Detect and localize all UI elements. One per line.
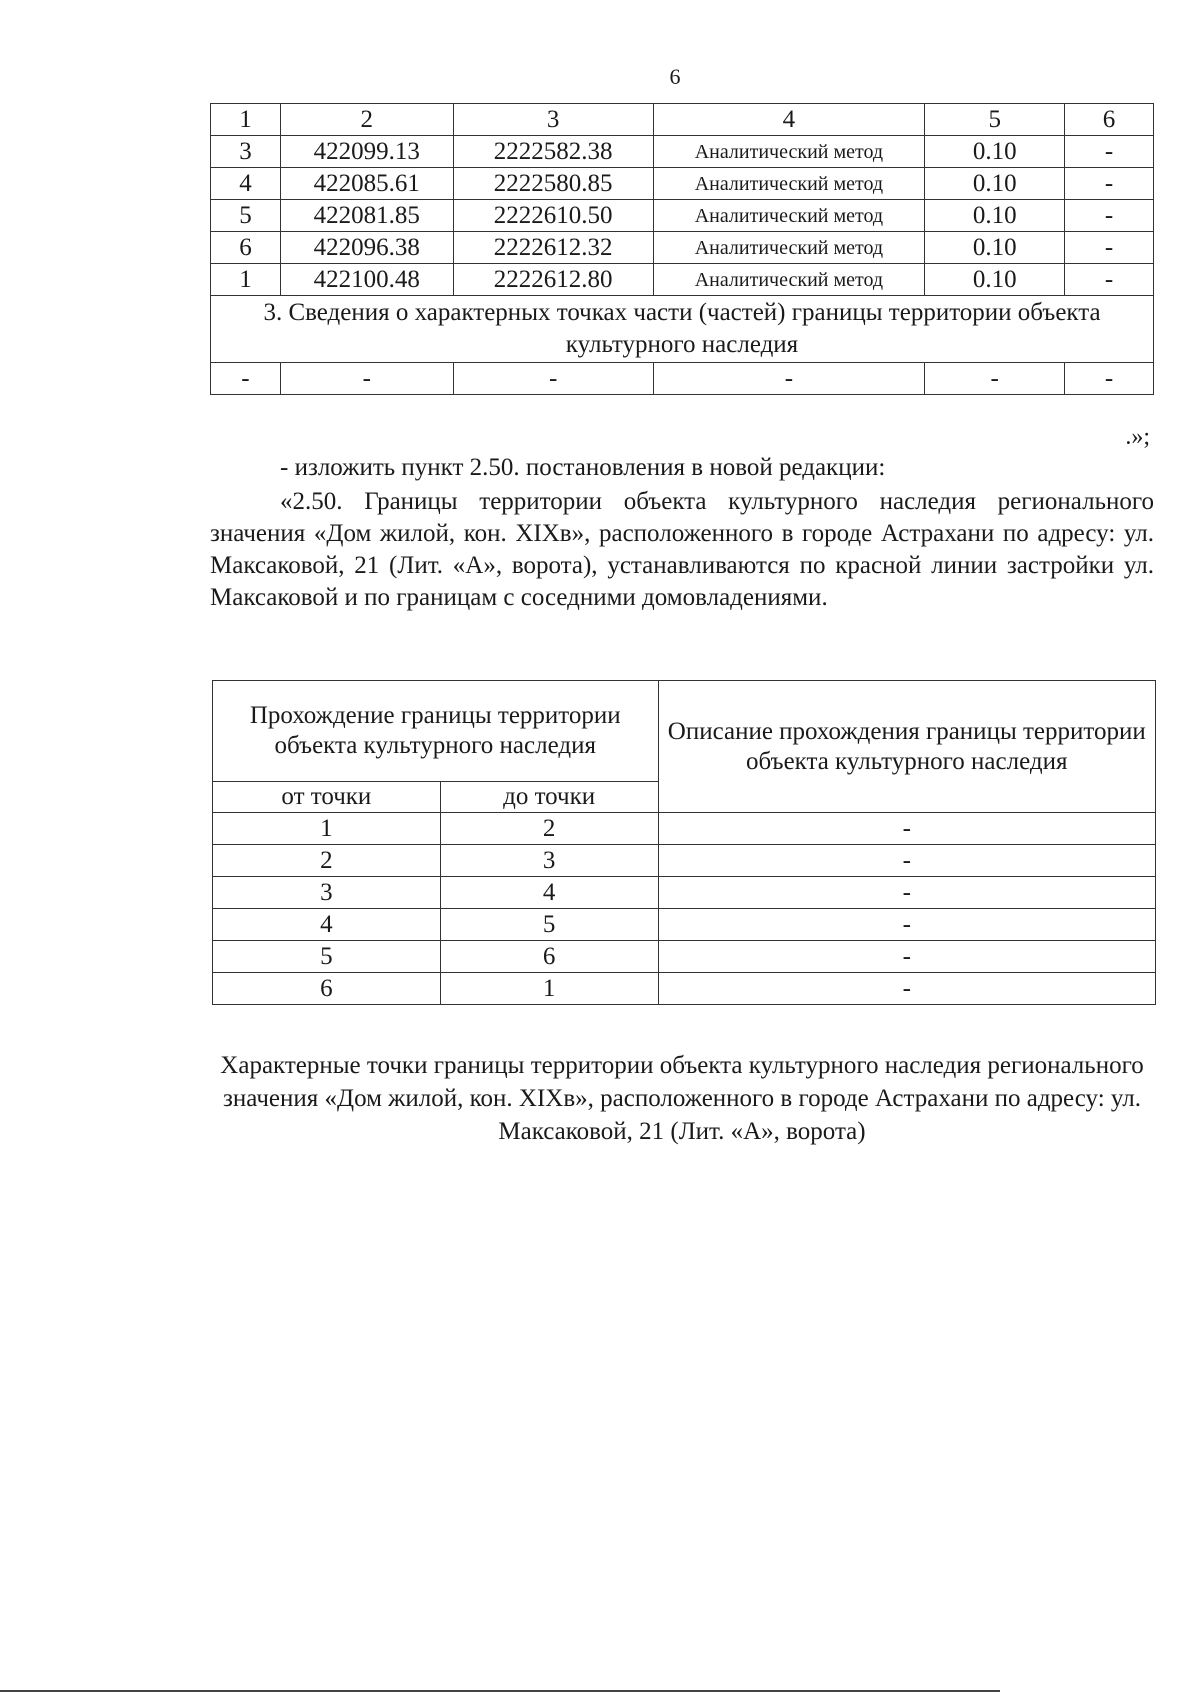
table-row — [211, 168, 1154, 200]
description: - — [658, 973, 1155, 1005]
accuracy: 0.10 — [925, 168, 1065, 200]
method: Аналитический метод — [653, 168, 925, 200]
point-number: 1 — [211, 264, 281, 296]
section-title: 3. Сведения о характерных точках части (частей) границы территории объекта культурного наследия — [211, 296, 1154, 363]
coordinate-y: 2222612.80 — [453, 264, 653, 296]
table-row — [213, 813, 1156, 845]
method: Аналитический метод — [653, 264, 925, 296]
description: - — [658, 941, 1155, 973]
description: - — [658, 845, 1155, 877]
to-point: 5 — [440, 909, 658, 941]
table-header-row — [213, 681, 1156, 782]
note: - — [1065, 200, 1154, 232]
closing-quote: .»; — [1125, 424, 1150, 450]
table-row — [213, 845, 1156, 877]
table-row — [213, 973, 1156, 1005]
from-point: 4 — [213, 909, 441, 941]
table-row — [213, 877, 1156, 909]
to-point: 2 — [440, 813, 658, 845]
description: - — [658, 909, 1155, 941]
empty-cell: - — [211, 363, 281, 395]
table-header-row — [211, 104, 1154, 136]
instruction-text: - изложить пункт 2.50. постановления в новой редакции: — [280, 454, 886, 481]
from-point: 2 — [213, 845, 441, 877]
from-point: 6 — [213, 973, 441, 1005]
note: - — [1065, 168, 1154, 200]
method: Аналитический метод — [653, 200, 925, 232]
from-point: 1 — [213, 813, 441, 845]
empty-cell: - — [925, 363, 1065, 395]
to-point: 3 — [440, 845, 658, 877]
to-point-header: до точки — [440, 782, 658, 813]
note: - — [1065, 136, 1154, 168]
coordinate-x: 422081.85 — [280, 200, 453, 232]
table-row — [211, 363, 1154, 395]
to-point: 1 — [440, 973, 658, 1005]
table-row — [211, 136, 1154, 168]
description-header: Описание прохождения границы территории объекта культурного наследия — [658, 681, 1155, 813]
from-point-header: от точки — [213, 782, 441, 813]
coordinate-x: 422099.13 — [280, 136, 453, 168]
table-row — [211, 200, 1154, 232]
empty-cell: - — [280, 363, 453, 395]
table-row — [211, 232, 1154, 264]
from-point: 3 — [213, 877, 441, 909]
coordinate-x: 422096.38 — [280, 232, 453, 264]
column-header: 3 — [453, 104, 653, 136]
column-header: 2 — [280, 104, 453, 136]
to-point: 4 — [440, 877, 658, 909]
method: Аналитический метод — [653, 232, 925, 264]
coordinates-table — [210, 103, 1154, 395]
column-header: 1 — [211, 104, 281, 136]
accuracy: 0.10 — [925, 232, 1065, 264]
table-row — [213, 909, 1156, 941]
scan-edge-line — [0, 1690, 1000, 1692]
boundary-header: Прохождение границы территории объекта культурного наследия — [213, 681, 659, 782]
coordinate-y: 2222582.38 — [453, 136, 653, 168]
coordinate-x: 422085.61 — [280, 168, 453, 200]
column-header: 4 — [653, 104, 925, 136]
description: - — [658, 877, 1155, 909]
to-point: 6 — [440, 941, 658, 973]
description: - — [658, 813, 1155, 845]
page-number: 6 — [669, 64, 681, 89]
method: Аналитический метод — [653, 136, 925, 168]
empty-cell: - — [653, 363, 925, 395]
coordinate-x: 422100.48 — [280, 264, 453, 296]
note: - — [1065, 232, 1154, 264]
column-header: 6 — [1065, 104, 1154, 136]
table-row — [213, 941, 1156, 973]
coordinate-y: 2222580.85 — [453, 168, 653, 200]
empty-cell: - — [453, 363, 653, 395]
coordinate-y: 2222610.50 — [453, 200, 653, 232]
from-point: 5 — [213, 941, 441, 973]
accuracy: 0.10 — [925, 200, 1065, 232]
point-number: 6 — [211, 232, 281, 264]
points-caption: Характерные точки границы территории объекта культурного наследия регионального значения «Дом жилой, кон. XIXв», расположенного в городе Астрахани по адресу: ул. Максаковой, 21 (Лит. «А», ворота) — [220, 1052, 1144, 1145]
point-number: 4 — [211, 168, 281, 200]
accuracy: 0.10 — [925, 264, 1065, 296]
empty-cell: - — [1065, 363, 1154, 395]
table-row — [211, 264, 1154, 296]
boundary-table — [212, 680, 1156, 1005]
section-title-row — [211, 296, 1154, 363]
coordinate-y: 2222612.32 — [453, 232, 653, 264]
body-paragraph: «2.50. Границы территории объекта культурного наследия регионального значения «Дом жилой, кон. XIXв», расположенного в городе Астрахани по адресу: ул. Максаковой, 21 (Лит. «А», ворота), устанавливаются по красной линии застройки ул. Максаковой и по границам с соседними домовладениями. — [210, 488, 1154, 611]
point-number: 3 — [211, 136, 281, 168]
accuracy: 0.10 — [925, 136, 1065, 168]
point-number: 5 — [211, 200, 281, 232]
note: - — [1065, 264, 1154, 296]
column-header: 5 — [925, 104, 1065, 136]
